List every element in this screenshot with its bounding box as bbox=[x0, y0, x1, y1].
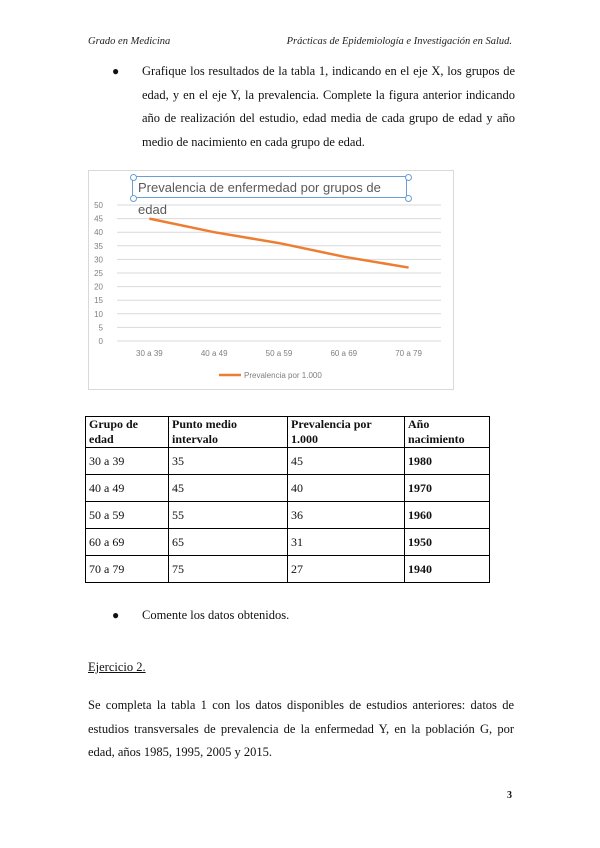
bullet-text: Grafique los resultados de la tabla 1, indicando en el eje X, los grupos de edad, y en el eje Y, la prevalencia. Complete la figura anterior indicando año de realización del estudio, edad media de cada grupo de edad y año medio de nacimiento en cada grupo de edad. bbox=[142, 64, 515, 149]
table-cell: 1940 bbox=[405, 556, 490, 583]
table-cell: 40 a 49 bbox=[86, 475, 169, 502]
table-cell: 1970 bbox=[405, 475, 490, 502]
table-cell: 50 a 59 bbox=[86, 502, 169, 529]
x-tick-label: 60 a 69 bbox=[330, 349, 358, 358]
table-cell: 31 bbox=[288, 529, 405, 556]
table-cell: 30 a 39 bbox=[86, 448, 169, 475]
table-header-row bbox=[86, 417, 490, 448]
resize-handle-icon[interactable] bbox=[405, 174, 412, 181]
table-cell: 1980 bbox=[405, 448, 490, 475]
table-row bbox=[86, 556, 490, 583]
page-number: 3 bbox=[507, 790, 512, 801]
x-tick-label: 50 a 59 bbox=[265, 349, 293, 358]
bullet-instructions bbox=[112, 60, 515, 154]
y-tick-label: 25 bbox=[94, 269, 103, 278]
table-row bbox=[86, 475, 490, 502]
resize-handle-icon[interactable] bbox=[130, 174, 137, 181]
resize-handle-icon[interactable] bbox=[130, 195, 137, 202]
legend-label: Prevalencia por 1.000 bbox=[244, 371, 322, 380]
table-row bbox=[86, 529, 490, 556]
y-tick-label: 35 bbox=[94, 241, 103, 251]
x-tick-label: 30 a 39 bbox=[136, 349, 163, 358]
bullet-dot-icon: ● bbox=[112, 64, 120, 78]
exercise-text: Se completa la tabla 1 con los datos disponibles de estudios anteriores: datos de estudios transversales de prevalencia de la enfermedad Y, en la población G, por edad, años 1985, 1995, 2005 y 2015. bbox=[88, 698, 514, 759]
bullet-dot-icon: ● bbox=[112, 608, 120, 622]
y-tick-label: 0 bbox=[98, 337, 103, 346]
data-table bbox=[85, 416, 490, 583]
table-cell: 45 bbox=[169, 475, 288, 502]
table-header: Año nacimiento bbox=[405, 417, 490, 448]
table-header: Grupo de edad bbox=[86, 417, 169, 448]
chart-title[interactable]: Prevalencia de enfermedad por grupos de edad bbox=[132, 176, 407, 198]
table-cell: 65 bbox=[169, 529, 288, 556]
y-tick-label: 30 bbox=[94, 255, 103, 265]
y-tick-label: 5 bbox=[98, 323, 103, 333]
table-cell: 70 a 79 bbox=[86, 556, 169, 583]
table-row bbox=[86, 502, 490, 529]
header-right: Prácticas de Epidemiología e Investigación en Salud. bbox=[286, 36, 512, 47]
exercise-title: Ejercicio 2. bbox=[88, 660, 146, 674]
table-cell: 27 bbox=[288, 556, 405, 583]
header-left: Grado en Medicina bbox=[88, 36, 171, 47]
x-tick-label: 70 a 79 bbox=[395, 349, 422, 358]
y-tick-label: 20 bbox=[94, 282, 103, 292]
table-header: Punto medio intervalo bbox=[169, 417, 288, 448]
x-tick-label: 40 a 49 bbox=[200, 349, 228, 358]
y-tick-label: 50 bbox=[94, 201, 103, 210]
table-cell: 36 bbox=[288, 502, 405, 529]
table-header: Prevalencia por 1.000 bbox=[288, 417, 405, 448]
bullet-comment bbox=[112, 604, 515, 628]
y-tick-label: 10 bbox=[94, 309, 103, 319]
table-cell: 75 bbox=[169, 556, 288, 583]
y-tick-label: 40 bbox=[94, 228, 103, 238]
table-cell: 35 bbox=[169, 448, 288, 475]
resize-handle-icon[interactable] bbox=[405, 195, 412, 202]
bullet-text: Comente los datos obtenidos. bbox=[142, 608, 290, 622]
table-cell: 1960 bbox=[405, 502, 490, 529]
y-tick-label: 15 bbox=[94, 296, 103, 306]
table-cell: 40 bbox=[288, 475, 405, 502]
table-cell: 1950 bbox=[405, 529, 490, 556]
table-cell: 45 bbox=[288, 448, 405, 475]
table-cell: 55 bbox=[169, 502, 288, 529]
table-row bbox=[86, 448, 490, 475]
y-tick-label: 45 bbox=[94, 214, 103, 224]
table-cell: 60 a 69 bbox=[86, 529, 169, 556]
